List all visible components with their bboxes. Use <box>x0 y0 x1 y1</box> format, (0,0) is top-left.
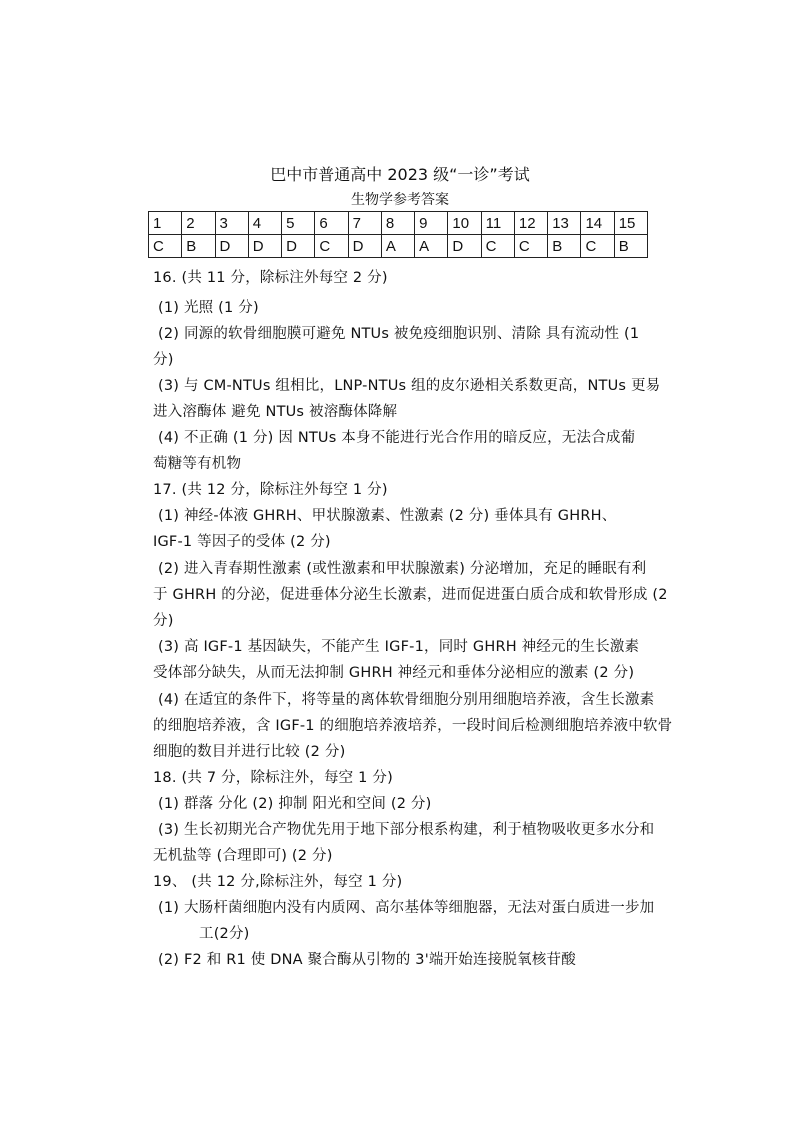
answer-cell: B <box>548 235 581 258</box>
answer-row <box>149 235 648 258</box>
answer-cell: A <box>415 235 448 258</box>
q16-part2-line1: (2) 同源的软骨细胞膜可避免 NTUs 被免疫细胞识别、清除 具有流动性 (1 <box>158 326 640 342</box>
q16-part1: (1) 光照 (1 分) <box>158 300 259 316</box>
q18-part1-2: (1) 群落 分化 (2) 抑制 阳光和空间 (2 分) <box>158 796 432 812</box>
answer-cell: C <box>481 235 514 258</box>
q16-part4-line2: 萄糖等有机物 <box>153 456 242 472</box>
answer-cell: D <box>282 235 315 258</box>
q18-heading: 18. (共 7 分，除标注外，每空 1 分) <box>153 770 393 786</box>
answer-cell: D <box>248 235 281 258</box>
question-number-cell: 14 <box>581 212 614 235</box>
q19-part1-line2: 工(2分) <box>199 926 250 942</box>
answer-cell: C <box>315 235 348 258</box>
answer-cell: D <box>348 235 381 258</box>
question-number-row <box>149 212 648 235</box>
q17-part2-line2: 于 GHRH 的分泌，促进垂体分泌生长激素，进而促进蛋白质合成和软骨形成 (2 <box>153 587 668 603</box>
question-number-cell: 13 <box>548 212 581 235</box>
answer-cell: D <box>448 235 481 258</box>
question-number-cell: 3 <box>215 212 248 235</box>
answer-cell: B <box>182 235 215 258</box>
question-number-cell: 5 <box>282 212 315 235</box>
q16-part3-line2: 进入溶酶体 避免 NTUs 被溶酶体降解 <box>153 404 398 420</box>
q17-part3-line1: (3) 高 IGF-1 基因缺失，不能产生 IGF-1，同时 GHRH 神经元的生长激素 <box>158 639 640 655</box>
q16-heading: 16. (共 11 分，除标注外每空 2 分) <box>153 270 388 286</box>
q17-heading: 17. (共 12 分，除标注外每空 1 分) <box>153 482 388 498</box>
question-number-cell: 9 <box>415 212 448 235</box>
q16-part3-line1: (3) 与 CM-NTUs 组相比，LNP-NTUs 组的皮尔逊相关系数更高，NTUs 更易 <box>158 378 661 394</box>
q17-part1-line1: (1) 神经-体液 GHRH、甲状腺激素、性激素 (2 分) 垂体具有 GHRH、 <box>158 508 617 524</box>
question-number-cell: 2 <box>182 212 215 235</box>
question-number-cell: 7 <box>348 212 381 235</box>
multiple-choice-answer-table <box>148 211 648 258</box>
q18-part3-line2: 无机盐等 (合理即可) (2 分) <box>153 848 333 864</box>
exam-title: 巴中市普通高中 2023 级“一诊”考试 <box>270 165 530 184</box>
q17-part1-line2: IGF-1 等因子的受体 (2 分) <box>153 534 331 550</box>
question-number-cell: 1 <box>149 212 182 235</box>
q17-part4-line3: 细胞的数目并进行比较 (2 分) <box>153 744 346 760</box>
answer-cell: C <box>514 235 547 258</box>
question-number-cell: 11 <box>481 212 514 235</box>
q18-part3-line1: (3) 生长初期光合产物优先用于地下部分根系构建，利于植物吸收更多水分和 <box>158 822 655 838</box>
q16-part4-line1: (4) 不正确 (1 分) 因 NTUs 本身不能进行光合作用的暗反应，无法合成葡 <box>158 430 636 446</box>
answer-key-subtitle: 生物学参考答案 <box>351 192 449 208</box>
q19-heading: 19、 (共 12 分,除标注外，每空 1 分) <box>153 874 403 890</box>
question-number-cell: 8 <box>381 212 414 235</box>
question-number-cell: 6 <box>315 212 348 235</box>
q17-part2-line3: 分) <box>153 613 174 629</box>
answer-cell: D <box>215 235 248 258</box>
answer-cell: A <box>381 235 414 258</box>
answer-cell: B <box>614 235 647 258</box>
question-number-cell: 12 <box>514 212 547 235</box>
q17-part4-line2: 的细胞培养液，含 IGF-1 的细胞培养液培养，一段时间后检测细胞培养液中软骨 <box>153 718 673 734</box>
question-number-cell: 10 <box>448 212 481 235</box>
q17-part4-line1: (4) 在适宜的条件下，将等量的离体软骨细胞分别用细胞培养液，含生长激素 <box>158 692 655 708</box>
q16-part2-line2: 分) <box>153 352 174 368</box>
question-number-cell: 4 <box>248 212 281 235</box>
answer-cell: C <box>149 235 182 258</box>
q17-part2-line1: (2) 进入青春期性激素 (或性激素和甲状腺激素) 分泌增加，充足的睡眠有利 <box>158 561 647 577</box>
answer-cell: C <box>581 235 614 258</box>
q19-part2: (2) F2 和 R1 使 DNA 聚合酶从引物的 3'端开始连接脱氧核苷酸 <box>158 952 576 968</box>
question-number-cell: 15 <box>614 212 647 235</box>
q17-part3-line2: 受体部分缺失，从而无法抑制 GHRH 神经元和垂体分泌相应的激素 (2 分) <box>153 665 635 681</box>
q19-part1-line1: (1) 大肠杆菌细胞内没有内质网、高尔基体等细胞器，无法对蛋白质进一步加 <box>158 900 655 916</box>
